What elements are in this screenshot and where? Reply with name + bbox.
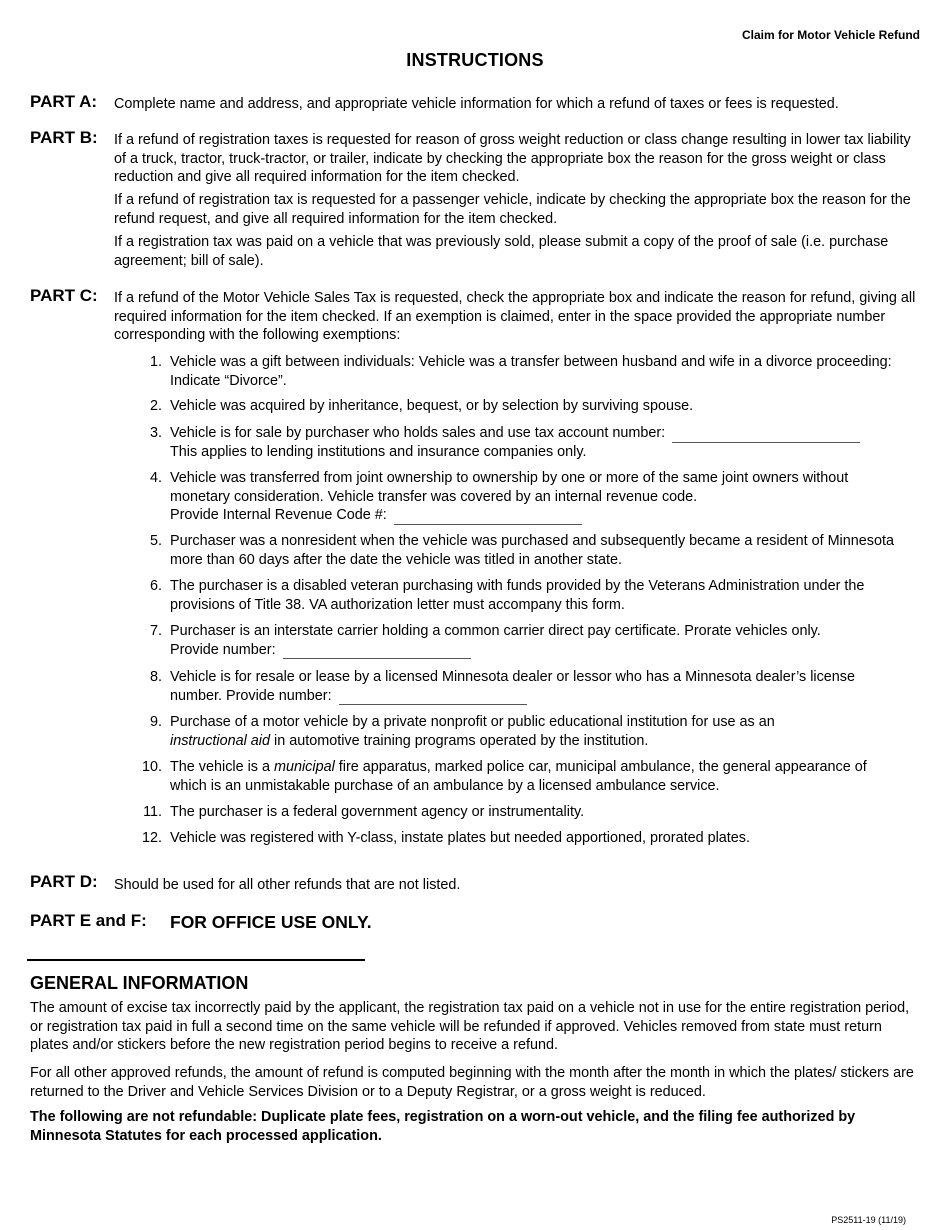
exemption-text-line: This applies to lending institutions and insurance companies only.	[170, 443, 587, 460]
office-use-only-text: FOR OFFICE USE ONLY.	[170, 912, 372, 932]
part-ef-label: PART E and F:	[30, 911, 147, 930]
exemption-number: 2.	[149, 398, 162, 414]
general-paragraph-2: For all other approved refunds, the amount of refund is computed beginning with the month after the month in which the plates/ stickers are returned to the Driver and Vehicle Services Division or to a Deputy Registrar, or a gross weight is reduced.	[30, 1065, 914, 1100]
document-label: Claim for Motor Vehicle Refund	[741, 28, 920, 42]
exemption-text-line: fire apparatus, marked police car, municipal ambulance, the general appearance of which is an unmistakable purchase of an ambulance by a licensed ambulance service.	[170, 759, 867, 794]
part-b-paragraph-1: If a refund of registration taxes is requested for reason of gross weight reduction or class change resulting in lower tax liability of a truck, tractor, truck-tractor, or trailer, indicate by checking the appropriate box the reason for the gross weight or class reduction and give all required information for the item checked.	[114, 132, 911, 185]
part-a-label: PART A:	[30, 92, 98, 111]
exemption-text-line: Vehicle is for sale by purchaser who holds sales and use tax account number:	[170, 425, 666, 441]
page-title: INSTRUCTIONS	[406, 50, 544, 70]
part-b-label: PART B:	[30, 128, 98, 147]
exemption-text-emphasis: municipal	[273, 759, 335, 775]
exemption-number: 1.	[149, 354, 162, 370]
part-c-label: PART C:	[30, 286, 98, 305]
exemption-number: 5.	[149, 533, 162, 549]
exemption-text-emphasis: instructional aid	[170, 732, 270, 749]
exemption-text: Vehicle was acquired by inheritance, bequest, or by selection by surviving spouse.	[170, 398, 694, 414]
exemption-text-line: Vehicle is for resale or lease by a licensed Minnesota dealer or lessor who has a Minnesota dealer’s license number. Provide number:	[170, 669, 855, 704]
direct-pay-certificate-number-field[interactable]	[283, 644, 471, 659]
exemption-text-line: Provide number:	[170, 641, 276, 658]
exemption-text: The purchaser is a federal government agency or instrumentality.	[170, 804, 585, 820]
exemption-number: 7.	[149, 623, 162, 639]
exemption-text	[170, 713, 915, 750]
exemption-text	[170, 622, 915, 659]
dealer-license-number-field[interactable]	[339, 690, 527, 705]
internal-revenue-code-field[interactable]	[394, 510, 582, 525]
exemption-number: 3.	[149, 425, 162, 441]
section-divider	[27, 959, 365, 961]
exemption-text	[170, 758, 890, 795]
general-paragraph-not-refundable: The following are not refundable: Duplicate plate fees, registration on a worn-out vehicle, and the filing fee authorized by Minnesota Statutes for each processed application.	[30, 1109, 856, 1144]
exemption-text-line: Provide Internal Revenue Code #:	[170, 507, 387, 523]
part-a-text: Complete name and address, and appropriate vehicle information for which a refund of taxes or fees is requested.	[114, 96, 839, 112]
exemption-number: 10.	[141, 759, 162, 775]
part-c-intro: If a refund of the Motor Vehicle Sales Tax is requested, check the appropriate box and indicate the reason for refund, giving all required information for the item checked. If an exemption is claimed, enter in the space provided the appropriate number corresponding with the following exemptions:	[114, 290, 916, 343]
form-code: PS2511-19 (11/19)	[831, 1215, 906, 1225]
exemption-text-line: Vehicle was transferred from joint ownership to ownership by one or more of the same joint owners without monetary consideration. Vehicle transfer was covered by an internal revenue code.	[170, 470, 849, 505]
exemption-text	[170, 424, 915, 461]
exemption-text: Vehicle was registered with Y-class, instate plates but needed apportioned, prorated plates.	[170, 830, 750, 846]
exemption-number: 9.	[149, 714, 162, 730]
sales-tax-account-number-field[interactable]	[672, 428, 860, 443]
exemption-number: 11.	[143, 804, 162, 820]
exemption-number: 12.	[141, 830, 162, 846]
exemption-number: 4.	[149, 470, 162, 486]
exemption-text	[170, 668, 870, 705]
exemption-text: Purchaser was a nonresident when the vehicle was purchased and subsequently became a resident of Minnesota more than 60 days after the date the vehicle was titled in another state.	[170, 533, 894, 568]
exemption-text-line: Purchase of a motor vehicle by a private nonprofit or public educational institution for use as an	[170, 714, 775, 730]
exemption-text-line: Purchaser is an interstate carrier holding a common carrier direct pay certificate. Prorate vehicles only.	[170, 623, 821, 639]
part-d-text: Should be used for all other refunds that are not listed.	[114, 877, 461, 893]
part-b-paragraph-3: If a registration tax was paid on a vehicle that was previously sold, please submit a copy of the proof of sale (i.e. purchase agreement; bill of sale).	[114, 234, 889, 269]
exemption-text: The purchaser is a disabled veteran purchasing with funds provided by the Veterans Administration under the provisions of Title 38. VA authorization letter must accompany this form.	[170, 578, 865, 613]
general-information-title: GENERAL INFORMATION	[30, 973, 249, 993]
part-b-paragraph-2: If a refund of registration tax is requested for a passenger vehicle, indicate by checking the appropriate box the reason for the refund request, and give all required information for the item checked.	[114, 192, 911, 227]
exemption-text: Vehicle was a gift between individuals: Vehicle was a transfer between husband and wife in a divorce proceeding: Indicate “Divorce”.	[170, 354, 892, 389]
exemption-text	[170, 469, 890, 525]
part-d-label: PART D:	[30, 872, 98, 891]
exemption-text-line: The vehicle is a	[170, 759, 274, 775]
exemption-number: 6.	[149, 578, 162, 594]
exemption-text-line: in automotive training programs operated by the institution.	[270, 732, 649, 749]
exemption-number: 8.	[149, 669, 162, 685]
general-paragraph-1: The amount of excise tax incorrectly paid by the applicant, the registration tax paid on a vehicle not in use for the entire registration period, or registration tax paid in full a second time on the same vehicle will be refunded if approved. Vehicles removed from state must return plates and/or stickers before the new registration period begins to receive a refund.	[30, 1000, 910, 1053]
